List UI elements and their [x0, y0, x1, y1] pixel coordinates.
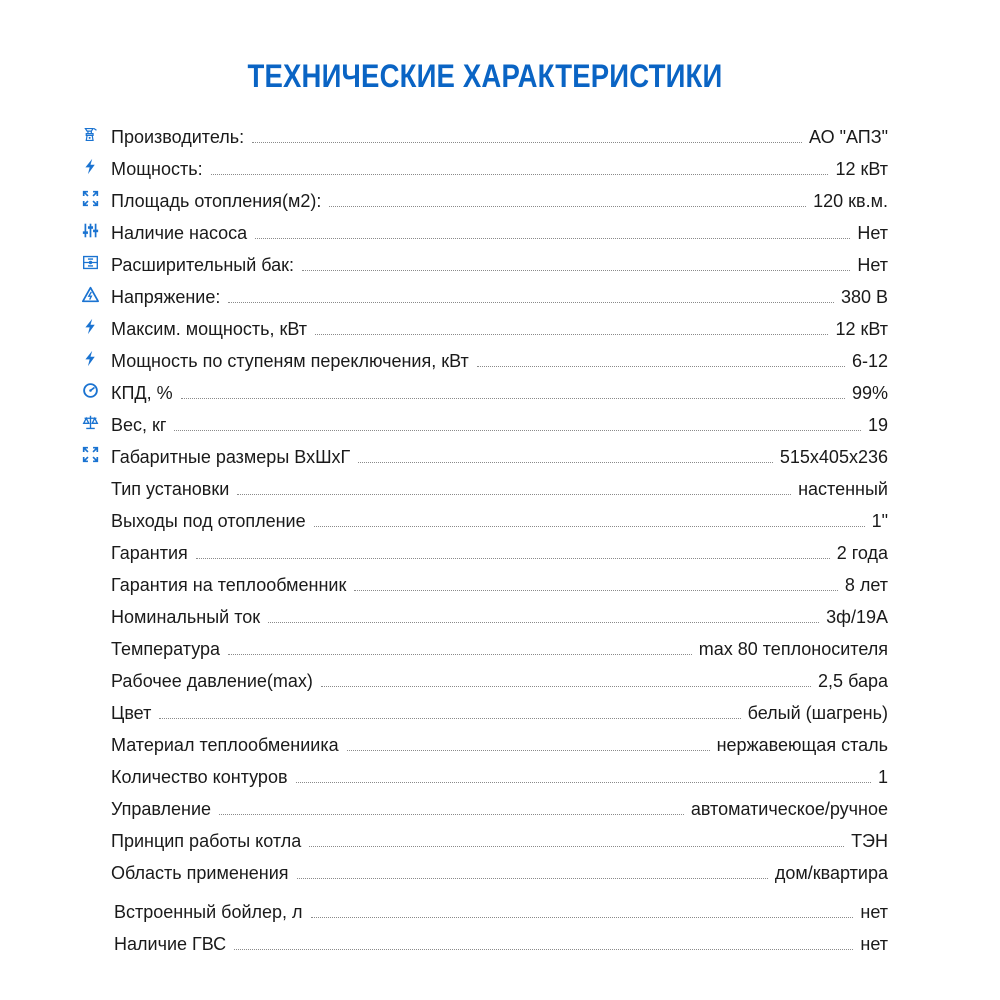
spec-row: [80, 182, 888, 212]
spec-label: Встроенный бойлер, л: [114, 902, 303, 922]
spec-value: 99%: [851, 383, 888, 403]
dotted-leader: [354, 589, 837, 591]
dotted-leader: [477, 365, 845, 367]
spec-row: [80, 214, 888, 244]
spec-row: [80, 438, 888, 468]
spec-row: [80, 694, 888, 724]
spec-label: Габаритные размеры ВхШхГ: [111, 447, 351, 467]
dotted-leader: [268, 621, 819, 623]
dotted-leader: [347, 749, 710, 751]
page-title: ТЕХНИЧЕСКИЕ ХАРАКТЕРИСТИКИ: [247, 58, 723, 94]
spec-row: [80, 470, 888, 500]
spec-label: Вес, кг: [111, 415, 167, 435]
spec-label: Гарантия на теплообменник: [111, 575, 347, 595]
spec-value: 8 лет: [844, 575, 888, 595]
spec-label: КПД, %: [111, 383, 173, 403]
spec-label: Рабочее давление(max): [111, 671, 313, 691]
dotted-leader: [174, 429, 861, 431]
dotted-leader: [314, 525, 865, 527]
spec-row: [80, 758, 888, 788]
spec-label: Тип установки: [111, 479, 230, 499]
dotted-leader: [228, 653, 692, 655]
efficiency-gauge-icon: [80, 380, 100, 400]
spec-value: 6-12: [851, 351, 888, 371]
spec-row: [80, 790, 888, 820]
spec-label: Температура: [111, 639, 221, 659]
spec-row: [80, 246, 888, 276]
spec-value: 2 года: [836, 543, 888, 563]
dotted-leader: [297, 877, 768, 879]
spec-value: 12 кВт: [835, 159, 888, 179]
spec-value: 12 кВт: [835, 319, 888, 339]
scales-icon: [80, 412, 100, 432]
spec-label: Выходы под отопление: [111, 511, 306, 531]
spec-value: 19: [867, 415, 888, 435]
spec-row: [80, 598, 888, 628]
spec-label: Площадь отопления(м2):: [111, 191, 322, 211]
spec-value: нержавеющая сталь: [716, 735, 888, 755]
spec-value: нет: [860, 902, 888, 922]
dotted-leader: [228, 301, 834, 303]
spec-value: 515x405x236: [779, 447, 888, 467]
dotted-leader: [296, 781, 871, 783]
spec-label: Принцип работы котла: [111, 831, 302, 851]
dotted-leader: [358, 461, 773, 463]
spec-label: Гарантия: [111, 543, 188, 563]
spec-value: нет: [860, 934, 888, 954]
spec-label: Наличие насоса: [111, 223, 248, 243]
spec-label: Материал теплообмениика: [111, 735, 339, 755]
spec-row: [80, 925, 888, 955]
spec-value: ТЭН: [851, 831, 888, 851]
voltage-warning-icon: [80, 284, 100, 304]
spec-row: [80, 854, 888, 884]
spec-label: Область применения: [111, 863, 289, 883]
spec-value: 120 кв.м.: [813, 191, 888, 211]
spec-row: [80, 822, 888, 852]
spec-value: белый (шагрень): [747, 703, 888, 723]
spec-value: АО "АПЗ": [808, 127, 888, 147]
area-expand-icon: [80, 188, 100, 208]
spec-row: [80, 662, 888, 692]
dotted-leader: [237, 493, 791, 495]
lightning-icon: [80, 348, 100, 368]
dotted-leader: [321, 685, 811, 687]
lightning-icon: [80, 316, 100, 336]
dotted-leader: [255, 237, 850, 239]
dotted-leader: [315, 333, 828, 335]
dotted-leader: [234, 948, 853, 950]
spec-row: [80, 118, 888, 148]
spec-row: [80, 406, 888, 436]
spec-value: 380 В: [840, 287, 888, 307]
spec-row: [80, 534, 888, 564]
spec-row: [80, 893, 888, 923]
dimensions-icon: [80, 444, 100, 464]
spec-value: дом/квартира: [774, 863, 888, 883]
dotted-leader: [211, 173, 829, 175]
spec-value: 1: [877, 767, 888, 787]
spec-value: 3ф/19А: [826, 607, 888, 627]
spec-row: [80, 342, 888, 372]
dotted-leader: [302, 269, 850, 271]
spec-label: Наличие ГВС: [114, 934, 227, 954]
dotted-leader: [252, 141, 802, 143]
spec-label: Расширительный бак:: [111, 255, 295, 275]
spec-label: Цвет: [111, 703, 152, 723]
dotted-leader: [196, 557, 830, 559]
spec-row: [80, 278, 888, 308]
spec-value: 2,5 бара: [818, 671, 888, 691]
dotted-leader: [311, 916, 854, 918]
dotted-leader: [309, 845, 844, 847]
dotted-leader: [181, 397, 845, 399]
pump-icon: [80, 220, 100, 240]
spec-label: Номинальный ток: [111, 607, 261, 627]
dotted-leader: [329, 205, 806, 207]
spec-row: [80, 726, 888, 756]
spec-label: Напряжение:: [111, 287, 221, 307]
spec-value: max 80 теплоносителя: [698, 639, 888, 659]
spec-value: автоматическое/ручное: [690, 799, 888, 819]
manufacturer-icon: [80, 124, 100, 144]
spec-label: Управление: [111, 799, 212, 819]
lightning-icon: [80, 156, 100, 176]
spec-row: [80, 502, 888, 532]
spec-label: Производитель:: [111, 127, 245, 147]
spec-value: Нет: [857, 223, 888, 243]
spec-value: 1": [871, 511, 888, 531]
dotted-leader: [219, 813, 684, 815]
spec-label: Мощность по ступеням переключения, кВт: [111, 351, 469, 371]
spec-row: [80, 374, 888, 404]
spec-row: [80, 566, 888, 596]
dotted-leader: [159, 717, 740, 719]
spec-value: настенный: [798, 479, 888, 499]
spec-label: Максим. мощность, кВт: [111, 319, 308, 339]
spec-label: Количество контуров: [111, 767, 288, 787]
spec-row: [80, 150, 888, 180]
spec-row: [80, 310, 888, 340]
spec-row: [80, 630, 888, 660]
spec-label: Мощность:: [111, 159, 203, 179]
expansion-tank-icon: [80, 252, 100, 272]
spec-value: Нет: [857, 255, 888, 275]
